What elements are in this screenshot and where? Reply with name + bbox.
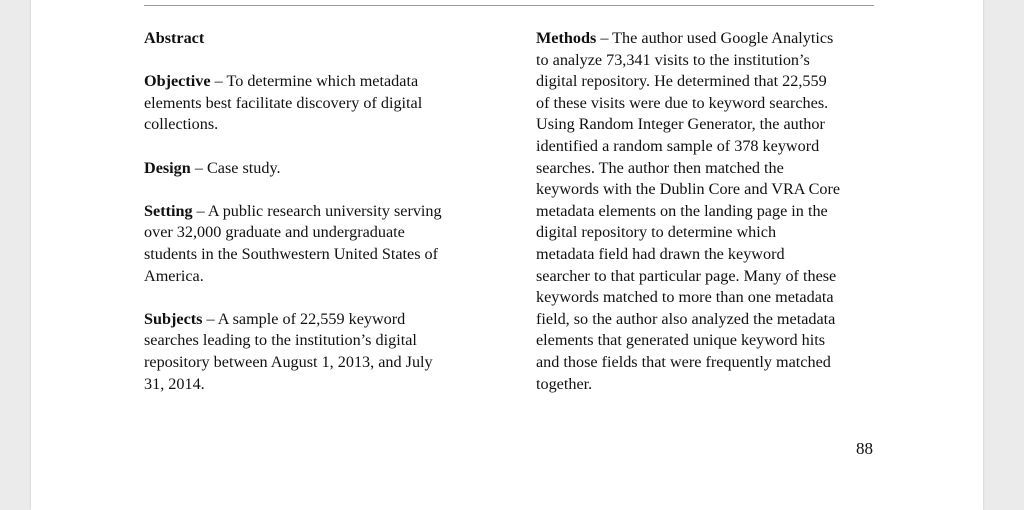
- methods-line: Using Random Integer Generator, the author: [536, 115, 825, 134]
- methods-line: searches. The author then matched the: [536, 158, 784, 177]
- methods-line: identified a random sample of 378 keyword: [536, 136, 820, 155]
- subjects-paragraph: [144, 309, 489, 395]
- objective-separator: –: [210, 72, 227, 91]
- methods-line: keywords with the Dublin Core and VRA Core: [536, 180, 841, 199]
- design-paragraph: [144, 158, 489, 180]
- objective-line: elements best facilitate discovery of digital: [144, 93, 423, 112]
- methods-separator: –: [596, 29, 613, 47]
- page-number: 88: [856, 439, 873, 458]
- methods-paragraph: [536, 28, 881, 395]
- objective-line: collections.: [144, 115, 219, 134]
- methods-line: of these visits were due to keyword searches.: [536, 93, 829, 112]
- methods-line: and those fields that were frequently matched: [536, 352, 831, 371]
- methods-line: searcher to that particular page. Many of these: [536, 266, 837, 285]
- setting-line: A public research university serving: [207, 201, 442, 220]
- methods-line: keywords matched to more than one metadata: [536, 288, 834, 307]
- design-separator: –: [190, 158, 207, 177]
- abstract-heading-block: [144, 28, 489, 50]
- document-page: [31, 0, 983, 510]
- setting-line: over 32,000 graduate and undergraduate: [144, 223, 405, 242]
- methods-label: Methods: [536, 29, 597, 47]
- subjects-line: searches leading to the institution’s digital: [144, 331, 417, 350]
- methods-line: elements that generated unique keyword hits: [536, 331, 826, 350]
- left-column: [144, 28, 489, 417]
- design-label: Design: [144, 158, 191, 177]
- subjects-line: A sample of 22,559 keyword: [217, 309, 406, 328]
- setting-separator: –: [192, 201, 208, 220]
- methods-line: together.: [536, 374, 593, 393]
- subjects-separator: –: [202, 309, 218, 328]
- setting-paragraph: [144, 201, 489, 287]
- design-line: Case study.: [206, 158, 281, 177]
- subjects-label: Subjects: [144, 309, 203, 328]
- setting-line: America.: [144, 266, 204, 285]
- abstract-heading: Abstract: [144, 29, 205, 47]
- methods-line: The author used Google Analytics: [612, 29, 834, 47]
- methods-line: digital repository to determine which: [536, 223, 777, 242]
- objective-label: Objective: [144, 72, 211, 91]
- objective-line: To determine which metadata: [226, 72, 419, 91]
- methods-line: field, so the author also analyzed the metadata: [536, 309, 836, 328]
- methods-line: to analyze 73,341 visits to the institution’s: [536, 50, 810, 69]
- subjects-line: repository between August 1, 2013, and July: [144, 352, 433, 371]
- subjects-line: 31, 2014.: [144, 374, 205, 393]
- methods-line: metadata field had drawn the keyword: [536, 244, 785, 263]
- methods-line: metadata elements on the landing page in the: [536, 201, 828, 220]
- header-rule: [144, 5, 874, 6]
- objective-paragraph: [144, 71, 489, 136]
- methods-line: digital repository. He determined that 22,559: [536, 72, 827, 91]
- setting-line: students in the Southwestern United States of: [144, 244, 439, 263]
- right-column: [536, 28, 881, 417]
- setting-label: Setting: [144, 201, 193, 220]
